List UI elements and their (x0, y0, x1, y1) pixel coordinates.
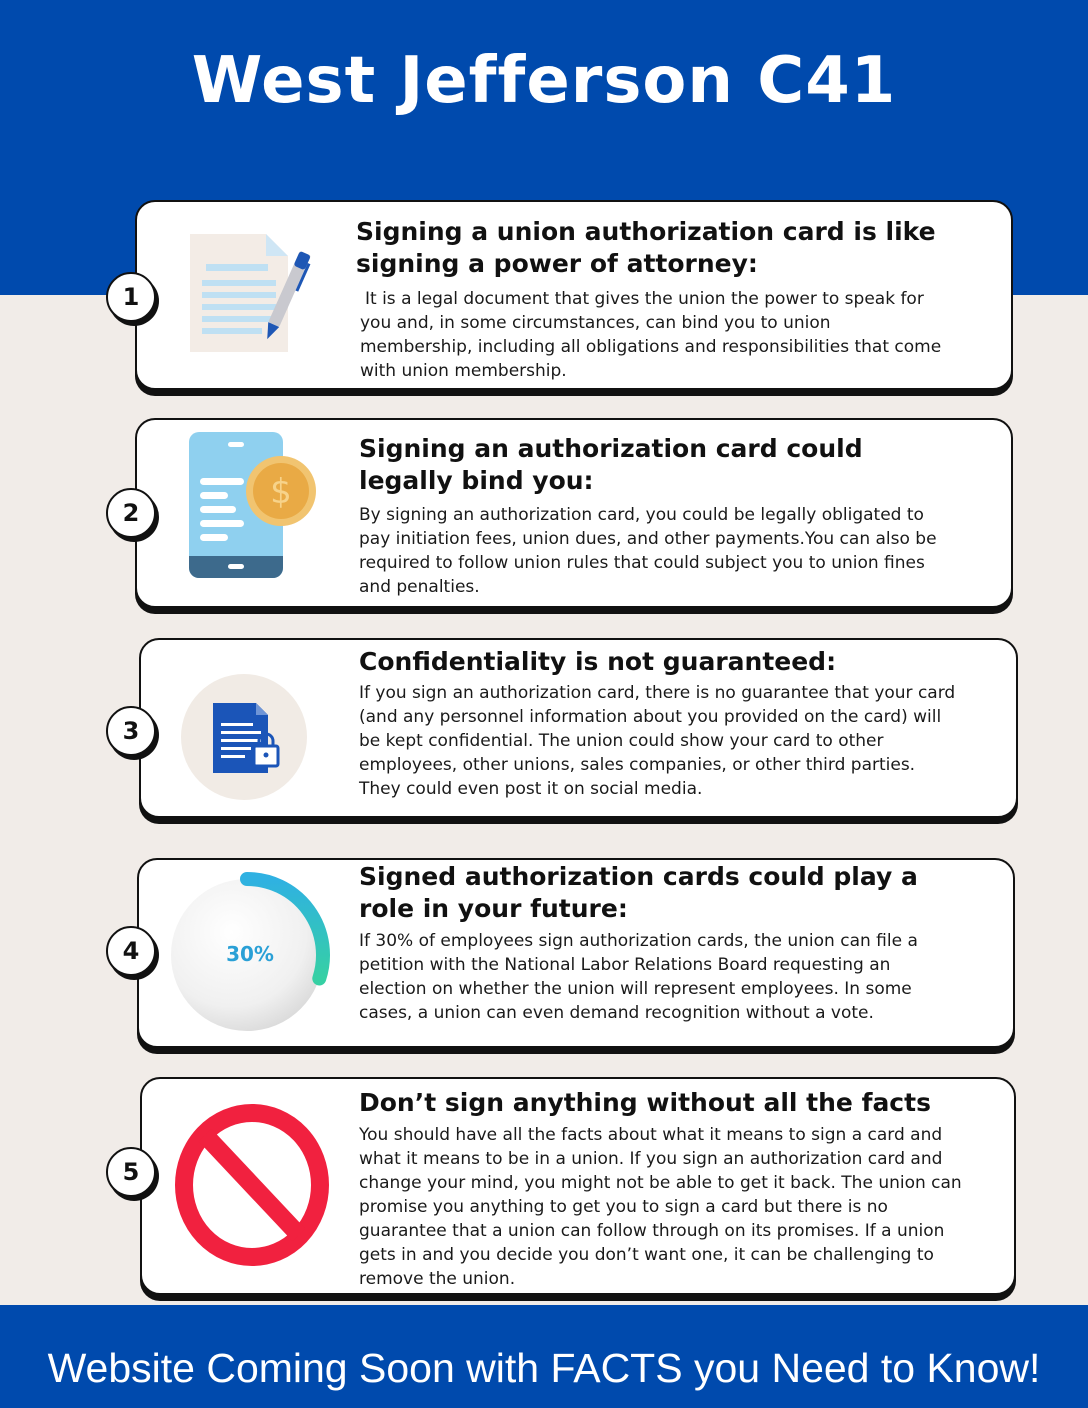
footer-text: Website Coming Soon with FACTS you Need to Know! (47, 1345, 1041, 1391)
prohibited-sign-icon (172, 1099, 332, 1271)
section-body: You should have all the facts about what it means to sign a card and what it means to be in a union. If you sign an authorization card and change your mind, you might not be able to get it back. The union can promise you anything to get you to sign a card but there is no guarantee that a union can follow through on its promises. If a union gets in and you decide you don’t want one, it can be challenging to remove the union. (359, 1125, 962, 1289)
gauge-percent-label: 30% (226, 942, 274, 966)
percent-gauge-icon (168, 872, 332, 1036)
section-body: If you sign an authorization card, there is no guarantee that your card (and any personnel information about you provided on the card) will be kept confidential. The union could show your card to other employees, other unions, sales companies, or other third parties. They could even post it on social media. (359, 683, 956, 799)
section-title: Signed authorization cards could play a role in your future: (359, 862, 918, 923)
section-body: It is a legal document that gives the union the power to speak for you and, in some circumstances, can bind you to union membership, including all obligations and responsibilities that come with union membership. (360, 289, 942, 381)
section-body: By signing an authorization card, you could be legally obligated to pay initiation fees, union dues, and other payments.You can also be required to follow union rules that could subject you to union fines and penalties. (359, 505, 937, 597)
section-number-badge: 4 (106, 926, 156, 976)
section-number-badge: 2 (106, 488, 156, 538)
section-title: Don’t sign anything without all the facts (359, 1088, 931, 1117)
section-title: Signing a union authorization card is like signing a power of attorney: (356, 217, 936, 278)
section-number-badge: 5 (106, 1147, 156, 1197)
locked-document-icon (180, 673, 308, 801)
section-title: Confidentiality is not guaranteed: (359, 647, 837, 676)
section-body: If 30% of employees sign authorization cards, the union can file a petition with the National Labor Relations Board requesting an election on whether the union will represent employees. In some cases, a union can even demand recognition without a vote. (359, 931, 918, 1023)
page-title: West Jefferson C41 (191, 44, 897, 118)
document-pen-icon (186, 228, 312, 356)
section-number-badge: 1 (106, 272, 156, 322)
section-title: Signing an authorization card could legally bind you: (359, 434, 863, 495)
phone-dollar-icon (186, 430, 322, 582)
section-number-badge: 3 (106, 706, 156, 756)
svg-text:$: $ (270, 472, 292, 512)
